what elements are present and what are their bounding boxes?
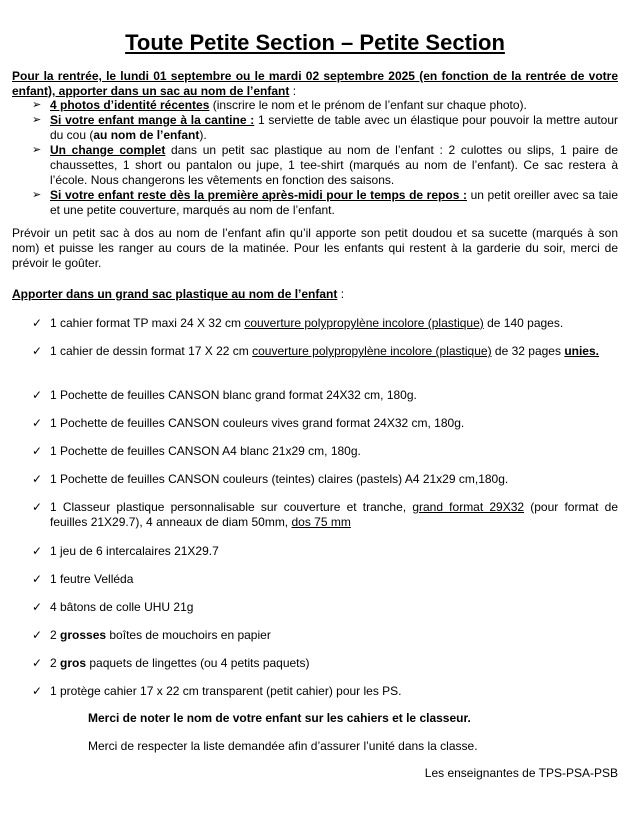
supply-item	[12, 628, 618, 643]
supply-text: 1 cahier de dessin format 17 X 22 cm	[50, 344, 253, 358]
checkmark-icon: ✓	[32, 416, 43, 430]
checkmark-icon: ✓	[32, 472, 43, 486]
arrow-bullet-icon: ➢	[32, 189, 42, 201]
supply-item	[12, 316, 618, 331]
intro-colon: :	[289, 84, 297, 98]
bring-item	[12, 98, 618, 113]
supply-text: 1 cahier format TP maxi 24 X 32 cm	[50, 316, 245, 330]
bring-item	[12, 143, 618, 188]
supply-text: 1 Pochette de feuilles CANSON A4 blanc 21x29 cm, 180g.	[50, 444, 361, 458]
supply-text: 4 bâtons de colle UHU 21g	[50, 600, 194, 614]
list-heading-text: Apporter dans un grand sac plastique au nom de l’enfant	[12, 287, 338, 301]
supply-item	[12, 656, 618, 671]
checkmark-icon: ✓	[32, 656, 43, 670]
supply-bold: gros	[60, 656, 87, 670]
supply-text: 1 Classeur plastique personnalisable sur couverture et tranche,	[50, 500, 413, 514]
bring-item	[12, 188, 618, 218]
supply-item	[12, 684, 618, 699]
arrow-bullet-icon: ➢	[32, 144, 42, 156]
bring-item-text: un petit oreiller avec sa taie et une petite couverture, marqués au nom de l’enfant.	[50, 188, 618, 217]
supply-text: 1 feutre Velléda	[50, 572, 134, 586]
list-heading	[12, 287, 618, 302]
supply-text-end: de 140 pages.	[483, 316, 564, 330]
supply-text-mid: (pour format de feuilles 21X29.7), 4 anneaux de diam 50mm,	[50, 500, 618, 529]
supply-text: 1 Pochette de feuilles CANSON blanc grand format 24X32 cm, 180g.	[50, 388, 417, 402]
doudou-paragraph: Prévoir un petit sac à dos au nom de l’enfant afin qu’il apporte son petit doudou et sa sucette (marqués à son nom) et puisse les ranger au cours de la matinée. Pour les enfants qui restent à la garderie du soir, merci de prévoir le goûter.	[12, 226, 618, 270]
checkmark-icon: ✓	[32, 684, 43, 698]
supply-text: 1 jeu de 6 intercalaires 21X29.7	[50, 544, 219, 558]
page-title: Toute Petite Section – Petite Section	[125, 30, 505, 55]
bring-item-bold: Un change complet	[50, 143, 166, 157]
checkmark-icon: ✓	[32, 600, 43, 614]
supply-text-end: paquets de lingettes (ou 4 petits paquets)	[86, 656, 310, 670]
signature: Les enseignantes de TPS-PSA-PSB	[424, 766, 618, 780]
supply-text: 1 protège cahier 17 x 22 cm transparent (petit cahier) pour les PS.	[50, 684, 402, 698]
bring-item-text: dans un petit sac plastique au nom de l’enfant : 2 culottes ou slips, 1 paire de chaussettes, 1 short ou pantalon ou jupe, 1 tee-shirt (marqués au nom de l’enfant). Ce sac restera à l’école. Nous changerons les vêtements en fonction des saisons.	[50, 143, 618, 187]
checkmark-icon: ✓	[32, 572, 43, 586]
supply-bold-underlined: unies.	[564, 344, 599, 358]
supply-text-mid: de 32 pages	[491, 344, 565, 358]
supply-item	[12, 444, 618, 459]
bring-item-text: (inscrire le nom et le prénom de l’enfant sur chaque photo).	[209, 98, 527, 112]
bring-item-bold-2: au nom de l’enfant	[93, 128, 200, 142]
list-heading-colon: :	[337, 287, 345, 301]
supply-item	[12, 472, 618, 487]
supply-item	[12, 544, 618, 559]
supply-underlined: couverture polypropylène incolore (plastique)	[244, 316, 484, 330]
checkmark-icon: ✓	[32, 316, 43, 330]
checkmark-icon: ✓	[32, 344, 43, 358]
checkmark-icon: ✓	[32, 544, 43, 558]
bring-item	[12, 113, 618, 143]
supply-text: 1 Pochette de feuilles CANSON couleurs vives grand format 24X32 cm, 180g.	[50, 416, 465, 430]
bring-item-text-2: ).	[199, 128, 207, 142]
supply-item	[12, 572, 618, 587]
arrow-bullet-icon: ➢	[32, 114, 42, 126]
checkmark-icon: ✓	[32, 628, 43, 642]
supply-text: 1 Pochette de feuilles CANSON couleurs (teintes) claires (pastels) A4 21x29 cm,180g.	[50, 472, 509, 486]
supply-bold: grosses	[60, 628, 107, 642]
bring-item-text: 1 serviette de table avec un élastique pour pouvoir la mettre autour du cou (	[50, 113, 618, 142]
supply-item	[12, 388, 618, 403]
arrow-bullet-icon: ➢	[32, 99, 42, 111]
supply-item	[12, 416, 618, 431]
checkmark-icon: ✓	[32, 500, 43, 514]
supply-item	[12, 500, 618, 530]
supply-underlined-2: dos 75 mm	[291, 515, 351, 529]
supply-text: 2	[50, 628, 61, 642]
note-respect-list: Merci de respecter la liste demandée afin d’assurer l’unité dans la classe.	[88, 739, 478, 753]
supply-text-end: boîtes de mouchoirs en papier	[106, 628, 271, 642]
bring-item-bold: 4 photos d’identité récentes	[50, 98, 210, 112]
supply-underlined: couverture polypropylène incolore (plastique)	[252, 344, 492, 358]
checkmark-icon: ✓	[32, 444, 43, 458]
bring-item-bold: Si votre enfant mange à la cantine :	[50, 113, 255, 127]
supply-item	[12, 344, 618, 359]
supply-text: 2	[50, 656, 61, 670]
supply-item	[12, 600, 618, 615]
bring-item-bold: Si votre enfant reste dès la première après-midi pour le temps de repos :	[50, 188, 467, 202]
supply-underlined: grand format 29X32	[412, 500, 525, 514]
intro-paragraph	[12, 69, 618, 99]
checkmark-icon: ✓	[32, 388, 43, 402]
bring-list	[12, 98, 618, 218]
intro-text: Pour la rentrée, le lundi 01 septembre ou le mardi 02 septembre 2025 (en fonction de la rentrée de votre enfant), apporter dans un sac au nom de l’enfant	[12, 69, 618, 98]
note-label-names: Merci de noter le nom de votre enfant sur les cahiers et le classeur.	[88, 711, 471, 725]
